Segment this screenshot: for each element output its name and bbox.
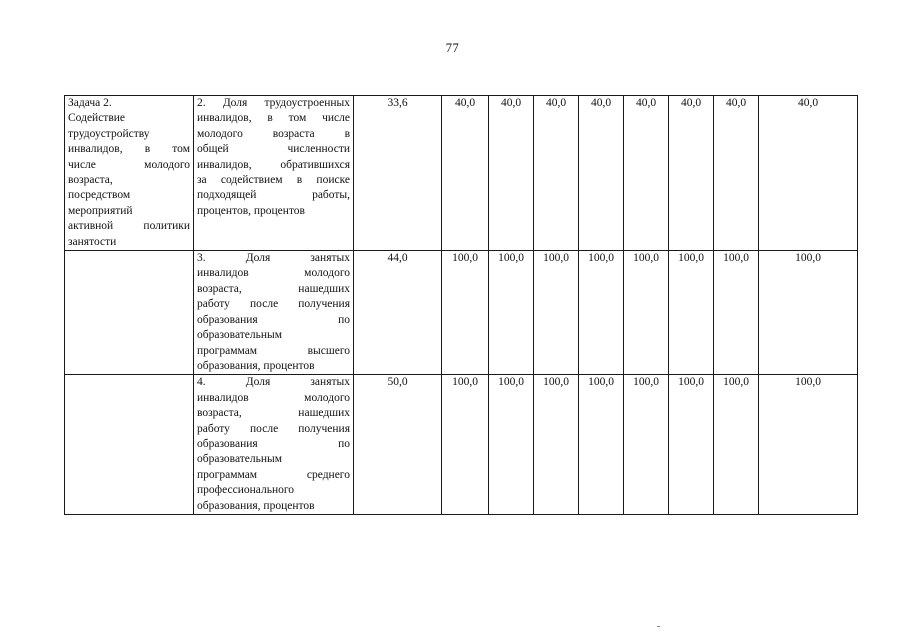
indicator-text-line: общей численности xyxy=(197,143,350,156)
value-text: 100,0 xyxy=(678,376,704,389)
value-cell xyxy=(579,96,624,251)
task-cell xyxy=(65,375,194,515)
indicator-text-line: инвалидов, обратившихся xyxy=(197,158,350,171)
value-text: 100,0 xyxy=(723,252,749,265)
value-text: 40,0 xyxy=(590,97,612,109)
indicator-text-line: программам высшего xyxy=(197,344,350,357)
task-text-line: Содействие xyxy=(68,112,126,125)
indicator-text-line: инвалидов молодого xyxy=(197,391,350,404)
task-text-line: мероприятий xyxy=(68,204,133,217)
task-text-line: инвалидов, в том xyxy=(68,143,190,156)
indicator-text-line: подходящей работы, xyxy=(197,189,350,202)
indicator-text-line: молодого возраста в xyxy=(197,127,350,140)
value-text: 40,0 xyxy=(545,97,567,109)
value-cell xyxy=(489,375,534,515)
value-text: 40,0 xyxy=(797,97,819,109)
indicator-text-line: 3. Доля занятых xyxy=(197,252,350,265)
value-cell xyxy=(534,375,579,515)
table-row xyxy=(65,375,858,515)
indicator-cell xyxy=(194,375,354,515)
value-text: 100,0 xyxy=(588,252,614,265)
value-text: 100,0 xyxy=(795,376,821,389)
task-text-line: посредством xyxy=(68,189,131,202)
indicator-text-line: возраста, нашедших xyxy=(197,407,350,420)
indicator-text-line: профессионального xyxy=(197,484,295,497)
value-text: 100,0 xyxy=(498,376,524,389)
value-text: 40,0 xyxy=(680,97,702,109)
value-text: 100,0 xyxy=(543,376,569,389)
value-cell xyxy=(534,251,579,375)
value-cell xyxy=(579,251,624,375)
value-text: 100,0 xyxy=(498,252,524,265)
page-number: 77 xyxy=(445,41,460,55)
value-text: 100,0 xyxy=(795,252,821,265)
indicator-text-line: работу после получения xyxy=(197,298,350,311)
value-text: 44,0 xyxy=(387,252,408,265)
table-row xyxy=(65,251,858,375)
value-cell xyxy=(489,251,534,375)
indicator-text-line: процентов, процентов xyxy=(197,204,305,217)
task-cell xyxy=(65,251,194,375)
indicator-text-line: инвалидов молодого xyxy=(197,267,350,280)
value-cell xyxy=(759,251,858,375)
value-cell xyxy=(714,251,759,375)
value-text: 100,0 xyxy=(452,252,478,265)
indicators-table xyxy=(64,95,858,515)
indicator-text-line: образовательным xyxy=(197,453,283,466)
value-text: 100,0 xyxy=(633,376,659,389)
value-text: 50,0 xyxy=(387,376,408,389)
indicator-text-line: образования, процентов xyxy=(197,499,315,512)
indicator-text-line: программам среднего xyxy=(197,468,350,481)
indicator-text-line: образования по xyxy=(197,437,350,450)
value-text: 40,0 xyxy=(500,97,522,109)
indicator-cell xyxy=(194,96,354,251)
value-cell xyxy=(669,375,714,515)
value-text: 100,0 xyxy=(678,252,704,265)
indicator-text-line: 2. Доля трудоустроенных xyxy=(197,97,350,109)
value-cell xyxy=(669,251,714,375)
task-text-line: занятости xyxy=(68,235,117,248)
task-text-line: активной политики xyxy=(68,220,190,233)
table-row xyxy=(65,96,858,251)
task-text-line: числе молодого xyxy=(68,158,190,171)
value-cell xyxy=(714,375,759,515)
value-text: 100,0 xyxy=(543,252,569,265)
value-cell xyxy=(714,96,759,251)
value-cell xyxy=(442,96,489,251)
indicator-text-line: работу после получения xyxy=(197,422,350,435)
indicator-text-line: возраста, нашедших xyxy=(197,282,350,295)
value-text: 40,0 xyxy=(725,97,747,109)
value-text: 100,0 xyxy=(723,376,749,389)
value-cell xyxy=(624,96,669,251)
value-cell xyxy=(354,251,442,375)
indicator-text-line: 4. Доля занятых xyxy=(197,376,350,389)
value-cell xyxy=(624,251,669,375)
indicator-text-line: инвалидов, в том числе xyxy=(197,112,350,125)
value-cell xyxy=(579,375,624,515)
value-text: 40,0 xyxy=(454,97,476,109)
value-cell xyxy=(354,96,442,251)
value-cell xyxy=(442,251,489,375)
value-cell xyxy=(624,375,669,515)
value-cell xyxy=(354,375,442,515)
value-cell xyxy=(759,375,858,515)
indicator-text-line: образования по xyxy=(197,313,350,326)
task-text-line: трудоустройству xyxy=(68,127,150,140)
value-cell xyxy=(442,375,489,515)
value-cell xyxy=(669,96,714,251)
value-cell xyxy=(759,96,858,251)
value-cell xyxy=(534,96,579,251)
value-text: 40,0 xyxy=(635,97,657,109)
value-text: 100,0 xyxy=(588,376,614,389)
value-text: 100,0 xyxy=(452,376,478,389)
task-text-line: возраста, xyxy=(68,174,113,187)
indicator-text-line: образовательным xyxy=(197,329,283,342)
value-text: 33,6 xyxy=(387,97,408,109)
task-text-line: Задача 2. xyxy=(68,97,112,109)
scan-speck xyxy=(657,626,660,627)
task-cell xyxy=(65,96,194,251)
indicator-text-line: за содействием в поиске xyxy=(197,174,350,187)
indicator-cell xyxy=(194,251,354,375)
value-cell xyxy=(489,96,534,251)
value-text: 100,0 xyxy=(633,252,659,265)
indicator-text-line: образования, процентов xyxy=(197,359,315,372)
